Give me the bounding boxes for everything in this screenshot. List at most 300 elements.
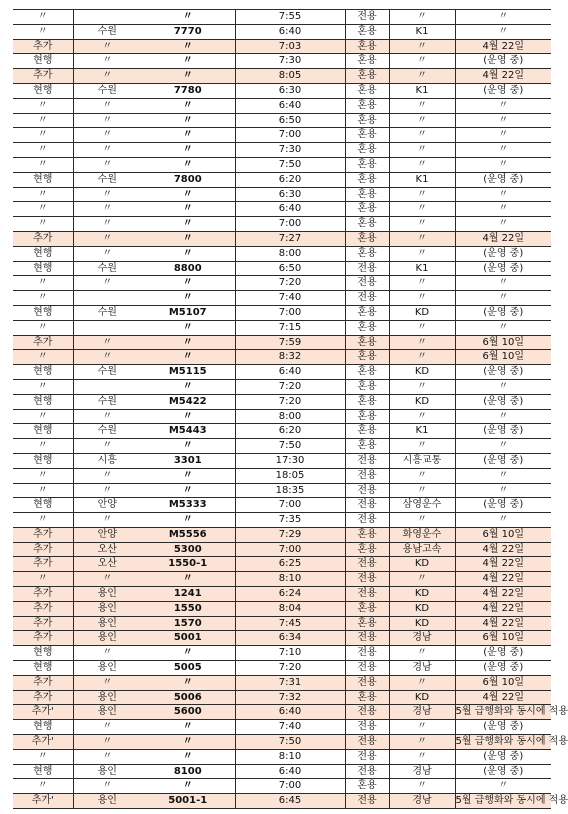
note-cell: 〃 (455, 202, 551, 217)
table-row (13, 291, 551, 306)
row-type-cell: 〃 (13, 276, 73, 291)
row-type-cell: 〃 (13, 468, 73, 483)
operator-cell: 〃 (389, 202, 455, 217)
operator-cell: 〃 (389, 10, 455, 25)
table-row (13, 261, 551, 276)
departure-time-cell: 6:30 (235, 187, 345, 202)
city-cell (73, 379, 141, 394)
city-cell: 용인 (73, 661, 141, 676)
departure-time-cell: 7:03 (235, 39, 345, 54)
row-type-cell: 현행 (13, 453, 73, 468)
note-cell: 6월 10일 (455, 631, 551, 646)
departure-time-cell: 7:00 (235, 305, 345, 320)
operator-cell: 경남 (389, 705, 455, 720)
seat-type-cell: 혼용 (345, 83, 389, 98)
city-cell: 〃 (73, 735, 141, 750)
departure-time-cell: 6:50 (235, 113, 345, 128)
route-number-cell: 1550-1 (141, 557, 235, 572)
route-number-cell: 5006 (141, 690, 235, 705)
note-cell: 〃 (455, 291, 551, 306)
route-number-cell: 1550 (141, 601, 235, 616)
departure-time-cell: 6:34 (235, 631, 345, 646)
table-row (13, 424, 551, 439)
route-number-cell: 〃 (141, 291, 235, 306)
row-type-cell: 〃 (13, 409, 73, 424)
table-row (13, 187, 551, 202)
city-cell: 〃 (73, 513, 141, 528)
operator-cell: 경남 (389, 661, 455, 676)
bus-schedule-table (13, 9, 568, 809)
seat-type-cell: 전용 (345, 453, 389, 468)
table-row (13, 98, 551, 113)
city-cell: 〃 (73, 646, 141, 661)
row-type-cell: 〃 (13, 379, 73, 394)
city-cell: 〃 (73, 69, 141, 84)
table-row (13, 320, 551, 335)
operator-cell: 〃 (389, 69, 455, 84)
table-row (13, 231, 551, 246)
departure-time-cell: 6:40 (235, 202, 345, 217)
note-cell: 〃 (455, 98, 551, 113)
city-cell: 〃 (73, 217, 141, 232)
seat-type-cell: 전용 (345, 735, 389, 750)
operator-cell: KD (389, 601, 455, 616)
row-type-cell: 추가' (13, 735, 73, 750)
table-row (13, 276, 551, 291)
note-cell: (운영 중) (455, 498, 551, 513)
seat-type-cell: 혼용 (345, 542, 389, 557)
row-type-cell: 현행 (13, 261, 73, 276)
route-number-cell: 8800 (141, 261, 235, 276)
operator-cell: 〃 (389, 379, 455, 394)
note-cell: 〃 (455, 10, 551, 25)
seat-type-cell: 전용 (345, 572, 389, 587)
table-row (13, 749, 551, 764)
departure-time-cell: 6:40 (235, 705, 345, 720)
seat-type-cell: 전용 (345, 764, 389, 779)
city-cell (73, 291, 141, 306)
route-number-cell: 〃 (141, 128, 235, 143)
seat-type-cell: 혼용 (345, 217, 389, 232)
departure-time-cell: 7:32 (235, 690, 345, 705)
row-type-cell: 추가 (13, 231, 73, 246)
note-cell: (운영 중) (455, 261, 551, 276)
city-cell: 〃 (73, 483, 141, 498)
city-cell: 수원 (73, 172, 141, 187)
departure-time-cell: 7:00 (235, 217, 345, 232)
seat-type-cell: 혼용 (345, 394, 389, 409)
operator-cell: KD (389, 557, 455, 572)
table-row (13, 39, 551, 54)
operator-cell: 〃 (389, 157, 455, 172)
seat-type-cell: 혼용 (345, 616, 389, 631)
row-type-cell: 〃 (13, 24, 73, 39)
note-cell: 〃 (455, 409, 551, 424)
city-cell: 〃 (73, 572, 141, 587)
operator-cell: KD (389, 690, 455, 705)
row-type-cell: 추가 (13, 69, 73, 84)
city-cell: 〃 (73, 128, 141, 143)
row-type-cell: 〃 (13, 157, 73, 172)
note-cell: (운영 중) (455, 661, 551, 676)
operator-cell: KD (389, 365, 455, 380)
row-type-cell: 추가 (13, 335, 73, 350)
note-cell: 4월 22일 (455, 690, 551, 705)
table-row (13, 690, 551, 705)
table-row (13, 305, 551, 320)
route-number-cell: M5443 (141, 424, 235, 439)
seat-type-cell: 혼용 (345, 424, 389, 439)
operator-cell: K1 (389, 83, 455, 98)
city-cell: 용인 (73, 705, 141, 720)
seat-type-cell: 전용 (345, 291, 389, 306)
operator-cell: 〃 (389, 98, 455, 113)
table-row (13, 794, 551, 809)
route-number-cell: 〃 (141, 779, 235, 794)
departure-time-cell: 6:40 (235, 764, 345, 779)
table-row (13, 54, 551, 69)
city-cell: 〃 (73, 439, 141, 454)
departure-time-cell: 8:10 (235, 572, 345, 587)
operator-cell: 〃 (389, 646, 455, 661)
row-type-cell: 추가 (13, 557, 73, 572)
seat-type-cell: 혼용 (345, 113, 389, 128)
city-cell: 〃 (73, 350, 141, 365)
row-type-cell: 〃 (13, 513, 73, 528)
row-type-cell: 현행 (13, 172, 73, 187)
departure-time-cell: 6:50 (235, 261, 345, 276)
seat-type-cell: 전용 (345, 557, 389, 572)
route-number-cell: 〃 (141, 409, 235, 424)
departure-time-cell: 7:50 (235, 439, 345, 454)
route-number-cell: 〃 (141, 217, 235, 232)
note-cell: 〃 (455, 143, 551, 158)
departure-time-cell: 8:05 (235, 69, 345, 84)
city-cell: 〃 (73, 202, 141, 217)
row-type-cell: 현행 (13, 646, 73, 661)
row-type-cell: 현행 (13, 720, 73, 735)
operator-cell: 〃 (389, 143, 455, 158)
row-type-cell: 〃 (13, 113, 73, 128)
table-row (13, 217, 551, 232)
note-cell: 〃 (455, 187, 551, 202)
route-number-cell: 〃 (141, 39, 235, 54)
seat-type-cell: 전용 (345, 661, 389, 676)
departure-time-cell: 7:45 (235, 616, 345, 631)
table-row (13, 542, 551, 557)
route-number-cell: 7800 (141, 172, 235, 187)
city-cell: 〃 (73, 54, 141, 69)
note-cell: 〃 (455, 513, 551, 528)
note-cell: 〃 (455, 779, 551, 794)
route-number-cell: 〃 (141, 439, 235, 454)
row-type-cell: 현행 (13, 764, 73, 779)
departure-time-cell: 6:20 (235, 172, 345, 187)
departure-time-cell: 8:32 (235, 350, 345, 365)
seat-type-cell: 혼용 (345, 39, 389, 54)
departure-time-cell: 7:00 (235, 542, 345, 557)
seat-type-cell: 혼용 (345, 779, 389, 794)
city-cell: 수원 (73, 394, 141, 409)
seat-type-cell: 혼용 (345, 601, 389, 616)
departure-time-cell: 8:00 (235, 409, 345, 424)
seat-type-cell: 혼용 (345, 202, 389, 217)
schedule-table-sheet (13, 9, 568, 809)
seat-type-cell: 전용 (345, 587, 389, 602)
city-cell: 수원 (73, 261, 141, 276)
seat-type-cell: 혼용 (345, 527, 389, 542)
route-number-cell: 〃 (141, 202, 235, 217)
operator-cell: K1 (389, 261, 455, 276)
note-cell: (운영 중) (455, 172, 551, 187)
row-type-cell: 추가 (13, 527, 73, 542)
city-cell: 용인 (73, 690, 141, 705)
city-cell: 수원 (73, 24, 141, 39)
operator-cell: 〃 (389, 675, 455, 690)
city-cell: 수원 (73, 305, 141, 320)
city-cell: 안양 (73, 527, 141, 542)
departure-time-cell: 7:55 (235, 10, 345, 25)
seat-type-cell: 전용 (345, 705, 389, 720)
departure-time-cell: 7:59 (235, 335, 345, 350)
note-cell: 〃 (455, 439, 551, 454)
row-type-cell: 현행 (13, 661, 73, 676)
route-number-cell: 〃 (141, 483, 235, 498)
seat-type-cell: 혼용 (345, 320, 389, 335)
row-type-cell: 현행 (13, 394, 73, 409)
departure-time-cell: 7:31 (235, 675, 345, 690)
row-type-cell: 추가 (13, 631, 73, 646)
route-number-cell: 7780 (141, 83, 235, 98)
operator-cell: 경남 (389, 631, 455, 646)
route-number-cell: M5333 (141, 498, 235, 513)
operator-cell: K1 (389, 172, 455, 187)
note-cell: 〃 (455, 157, 551, 172)
route-number-cell: 〃 (141, 143, 235, 158)
route-number-cell: 7770 (141, 24, 235, 39)
departure-time-cell: 7:40 (235, 291, 345, 306)
departure-time-cell: 7:20 (235, 276, 345, 291)
operator-cell: 〃 (389, 483, 455, 498)
city-cell: 오산 (73, 542, 141, 557)
route-number-cell: 〃 (141, 98, 235, 113)
route-number-cell: 〃 (141, 646, 235, 661)
row-type-cell: 〃 (13, 128, 73, 143)
operator-cell: KD (389, 616, 455, 631)
departure-time-cell: 6:25 (235, 557, 345, 572)
seat-type-cell: 혼용 (345, 379, 389, 394)
city-cell: 용인 (73, 601, 141, 616)
note-cell: 4월 22일 (455, 616, 551, 631)
route-number-cell: 〃 (141, 720, 235, 735)
seat-type-cell: 전용 (345, 513, 389, 528)
operator-cell: 〃 (389, 350, 455, 365)
seat-type-cell: 전용 (345, 794, 389, 809)
departure-time-cell: 7:35 (235, 513, 345, 528)
note-cell: 5월 급행화와 동시에 적용 (455, 735, 551, 750)
table-row (13, 365, 551, 380)
seat-type-cell: 혼용 (345, 350, 389, 365)
operator-cell: KD (389, 587, 455, 602)
route-number-cell: 1241 (141, 587, 235, 602)
note-cell: 4월 22일 (455, 557, 551, 572)
note-cell: (운영 중) (455, 453, 551, 468)
note-cell: 〃 (455, 217, 551, 232)
seat-type-cell: 혼용 (345, 24, 389, 39)
operator-cell: 〃 (389, 54, 455, 69)
operator-cell: 〃 (389, 187, 455, 202)
operator-cell: KD (389, 305, 455, 320)
table-row (13, 675, 551, 690)
departure-time-cell: 7:00 (235, 498, 345, 513)
city-cell: 〃 (73, 98, 141, 113)
table-row (13, 720, 551, 735)
row-type-cell: 추가 (13, 675, 73, 690)
operator-cell: 〃 (389, 720, 455, 735)
seat-type-cell: 전용 (345, 720, 389, 735)
seat-type-cell: 혼용 (345, 187, 389, 202)
route-number-cell: 8100 (141, 764, 235, 779)
route-number-cell: M5556 (141, 527, 235, 542)
departure-time-cell: 7:40 (235, 720, 345, 735)
city-cell (73, 320, 141, 335)
departure-time-cell: 7:30 (235, 54, 345, 69)
seat-type-cell: 전용 (345, 276, 389, 291)
note-cell: 4월 22일 (455, 69, 551, 84)
seat-type-cell: 전용 (345, 646, 389, 661)
departure-time-cell: 6:40 (235, 98, 345, 113)
seat-type-cell: 혼용 (345, 143, 389, 158)
departure-time-cell: 7:50 (235, 157, 345, 172)
row-type-cell: 현행 (13, 246, 73, 261)
route-number-cell: M5422 (141, 394, 235, 409)
row-type-cell: 〃 (13, 143, 73, 158)
operator-cell: 경남 (389, 794, 455, 809)
departure-time-cell: 17:30 (235, 453, 345, 468)
departure-time-cell: 8:10 (235, 749, 345, 764)
table-row (13, 10, 551, 25)
city-cell: 〃 (73, 157, 141, 172)
route-number-cell: 〃 (141, 335, 235, 350)
route-number-cell: 〃 (141, 187, 235, 202)
departure-time-cell: 6:40 (235, 24, 345, 39)
route-number-cell: 〃 (141, 675, 235, 690)
note-cell: 〃 (455, 128, 551, 143)
departure-time-cell: 8:04 (235, 601, 345, 616)
operator-cell: 〃 (389, 128, 455, 143)
seat-type-cell: 혼용 (345, 305, 389, 320)
departure-time-cell: 7:27 (235, 231, 345, 246)
departure-time-cell: 7:20 (235, 379, 345, 394)
table-row (13, 735, 551, 750)
table-row (13, 83, 551, 98)
table-row (13, 587, 551, 602)
route-number-cell: 〃 (141, 113, 235, 128)
note-cell: 5월 급행화와 동시에 적용 (455, 794, 551, 809)
route-number-cell: 〃 (141, 246, 235, 261)
seat-type-cell: 혼용 (345, 128, 389, 143)
note-cell: 〃 (455, 483, 551, 498)
route-number-cell: 5001 (141, 631, 235, 646)
operator-cell: 〃 (389, 513, 455, 528)
row-type-cell: 추가 (13, 601, 73, 616)
operator-cell: 〃 (389, 231, 455, 246)
table-row (13, 779, 551, 794)
seat-type-cell: 혼용 (345, 231, 389, 246)
departure-time-cell: 7:10 (235, 646, 345, 661)
note-cell: (운영 중) (455, 365, 551, 380)
operator-cell: 〃 (389, 217, 455, 232)
operator-cell: 〃 (389, 291, 455, 306)
table-row (13, 661, 551, 676)
route-number-cell: 〃 (141, 54, 235, 69)
note-cell: (운영 중) (455, 54, 551, 69)
seat-type-cell: 전용 (345, 498, 389, 513)
route-number-cell: 5005 (141, 661, 235, 676)
table-row (13, 128, 551, 143)
route-number-cell: 〃 (141, 157, 235, 172)
city-cell: 〃 (73, 187, 141, 202)
row-type-cell: 〃 (13, 779, 73, 794)
note-cell: (운영 중) (455, 749, 551, 764)
note-cell: 4월 22일 (455, 572, 551, 587)
operator-cell: KD (389, 394, 455, 409)
city-cell: 〃 (73, 409, 141, 424)
seat-type-cell: 혼용 (345, 335, 389, 350)
route-number-cell: M5107 (141, 305, 235, 320)
departure-time-cell: 7:20 (235, 661, 345, 676)
city-cell: 용인 (73, 631, 141, 646)
route-number-cell: 5001-1 (141, 794, 235, 809)
table-row (13, 572, 551, 587)
departure-time-cell: 7:15 (235, 320, 345, 335)
seat-type-cell: 혼용 (345, 246, 389, 261)
route-number-cell: 〃 (141, 231, 235, 246)
note-cell: (운영 중) (455, 83, 551, 98)
row-type-cell: 추가 (13, 616, 73, 631)
city-cell: 용인 (73, 764, 141, 779)
departure-time-cell: 7:29 (235, 527, 345, 542)
table-row (13, 616, 551, 631)
city-cell (73, 10, 141, 25)
note-cell: 〃 (455, 276, 551, 291)
note-cell: 6월 10일 (455, 335, 551, 350)
seat-type-cell: 혼용 (345, 98, 389, 113)
note-cell: (운영 중) (455, 720, 551, 735)
route-number-cell: 〃 (141, 513, 235, 528)
operator-cell: 〃 (389, 39, 455, 54)
route-number-cell: 〃 (141, 735, 235, 750)
row-type-cell: 〃 (13, 10, 73, 25)
departure-time-cell: 7:00 (235, 128, 345, 143)
operator-cell: 화영운수 (389, 527, 455, 542)
operator-cell: 〃 (389, 409, 455, 424)
city-cell: 〃 (73, 335, 141, 350)
seat-type-cell: 전용 (345, 468, 389, 483)
row-type-cell: 〃 (13, 483, 73, 498)
table-row (13, 409, 551, 424)
note-cell: 5월 급행화와 동시에 적용 (455, 705, 551, 720)
city-cell: 수원 (73, 365, 141, 380)
city-cell: 〃 (73, 231, 141, 246)
departure-time-cell: 7:50 (235, 735, 345, 750)
departure-time-cell: 6:45 (235, 794, 345, 809)
table-row (13, 335, 551, 350)
city-cell: 〃 (73, 720, 141, 735)
departure-time-cell: 7:00 (235, 779, 345, 794)
table-row (13, 246, 551, 261)
route-number-cell: 〃 (141, 749, 235, 764)
